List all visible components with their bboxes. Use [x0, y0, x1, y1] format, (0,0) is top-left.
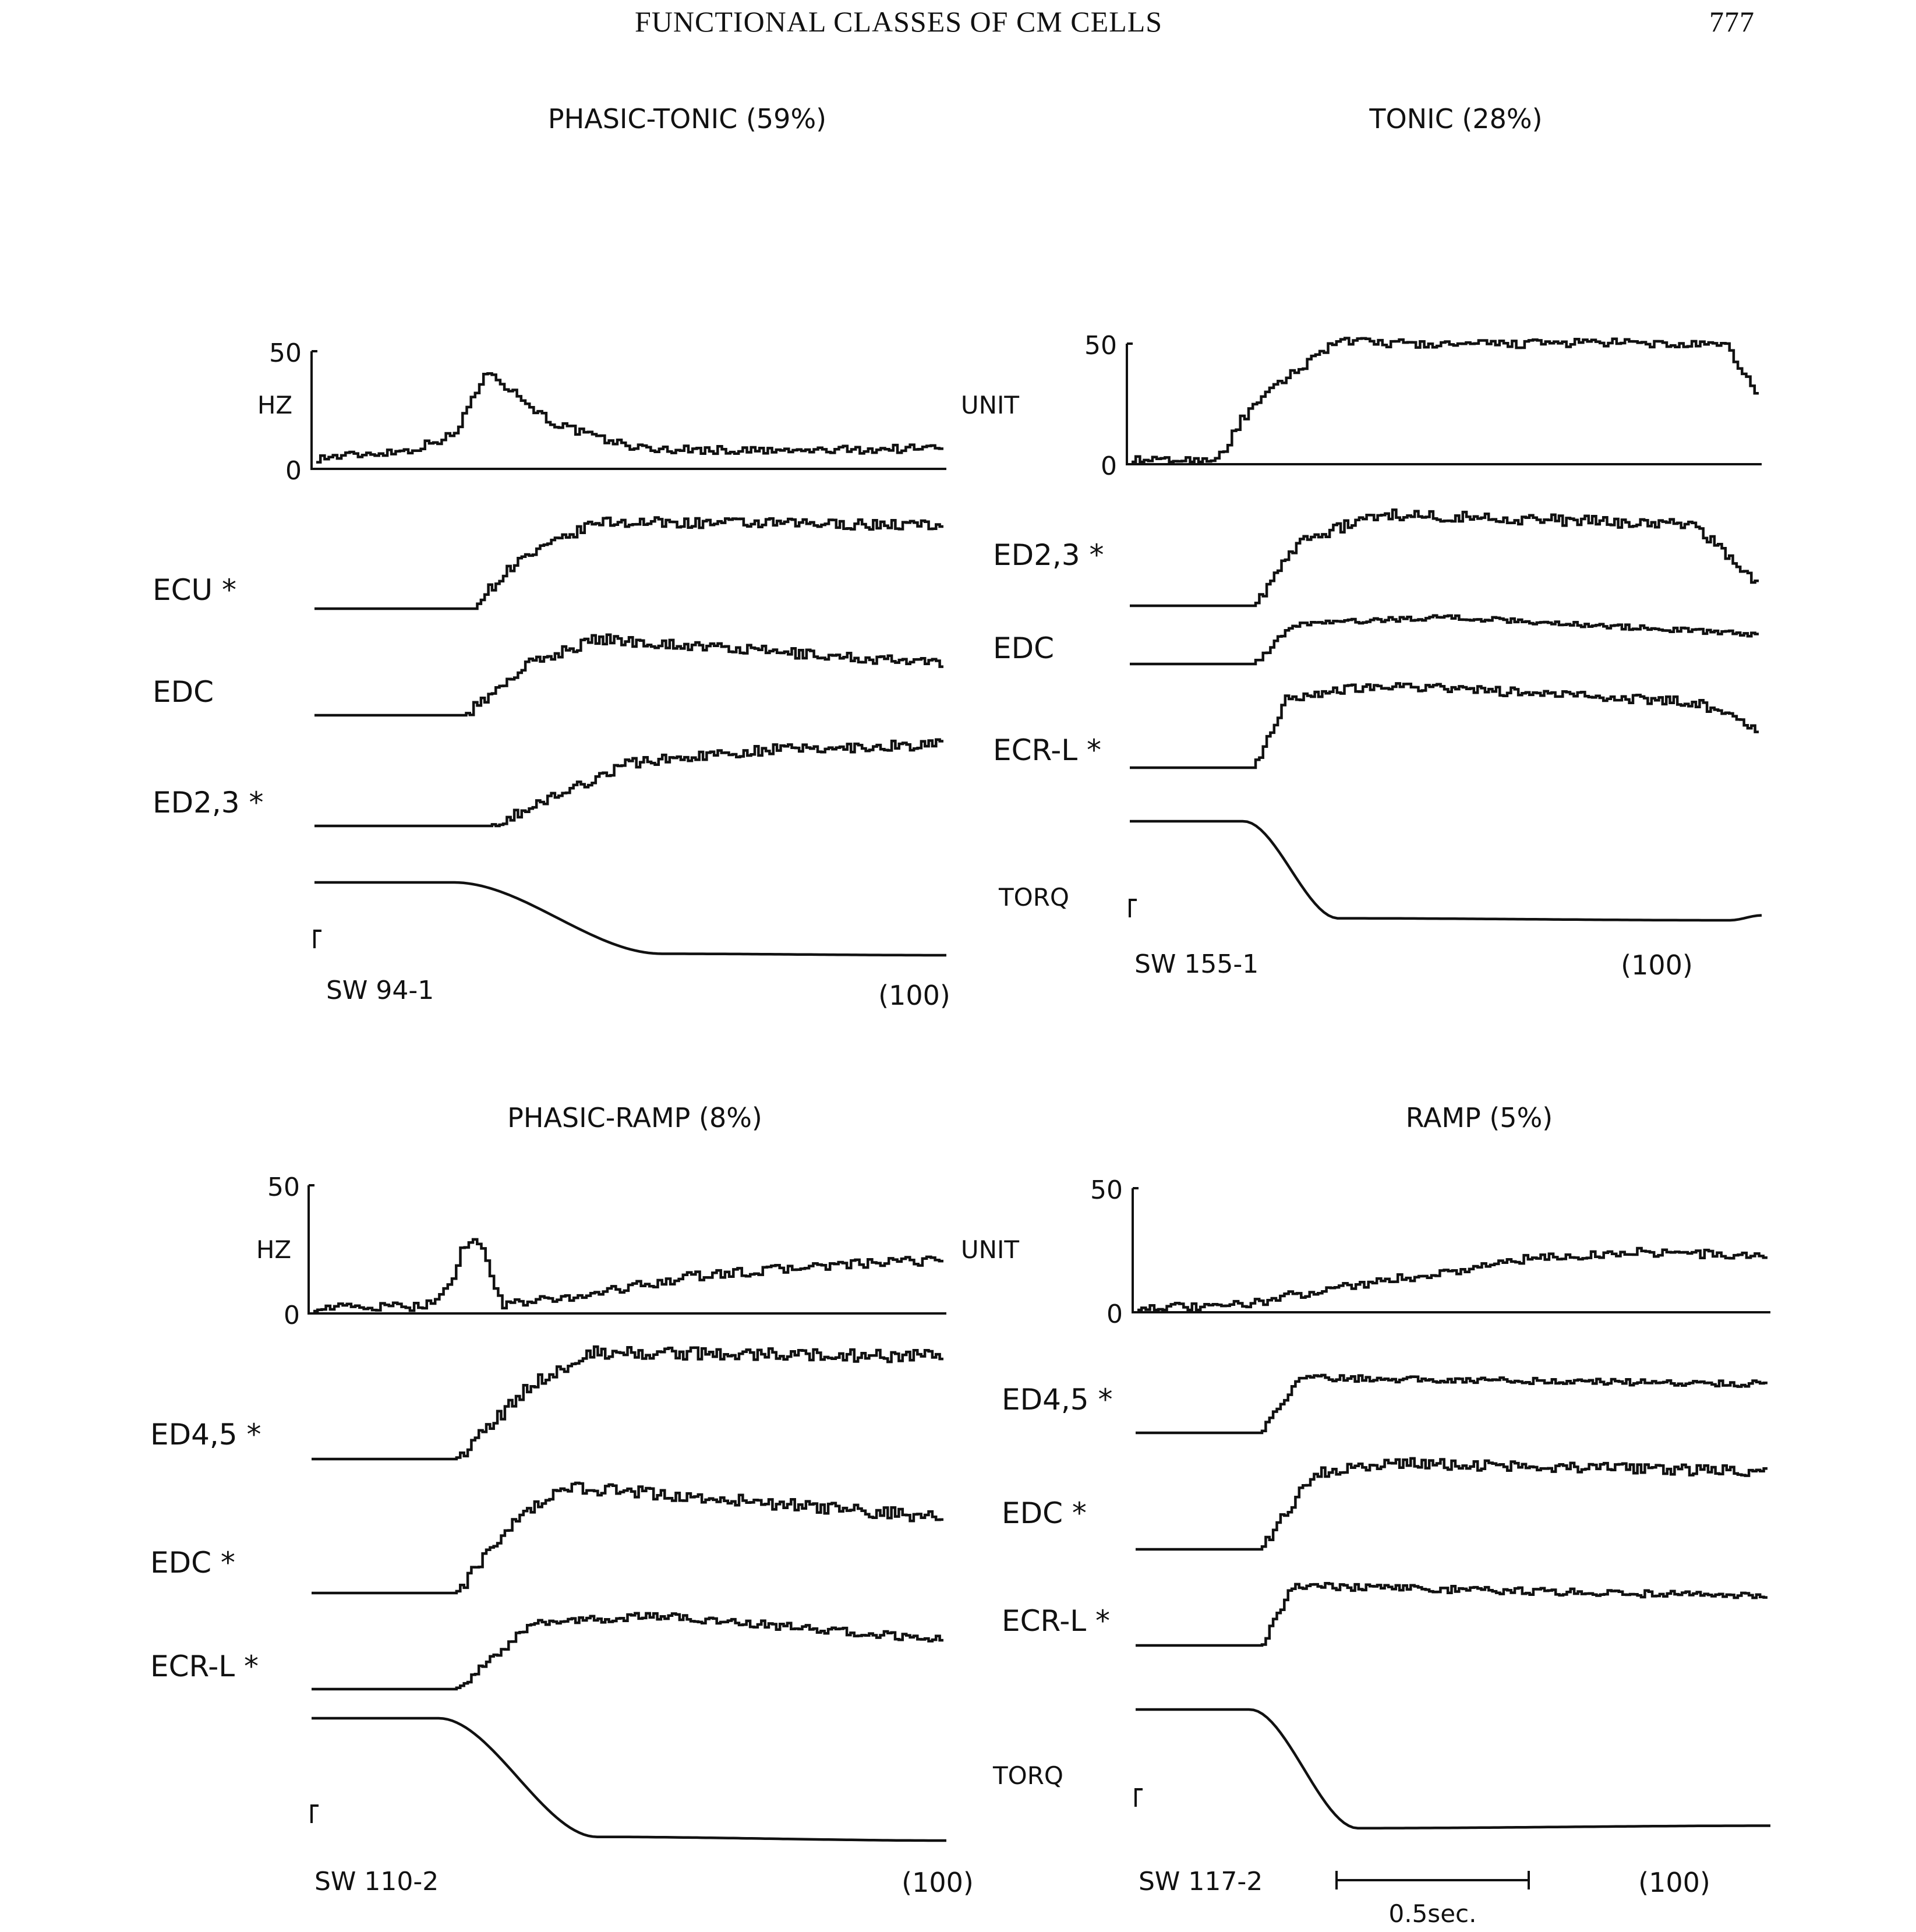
panel-2-torque-label: TORQ [999, 883, 1069, 912]
panel-2-torque-trace [1130, 821, 1762, 920]
panel-2-torque-scale-tick [1130, 900, 1137, 917]
panel-1-trial-count: (100) [878, 980, 950, 1011]
panel-3-emg-trace-1 [312, 1347, 943, 1459]
panel-2-emg-label-1: ED2,3 * [993, 538, 1104, 572]
panel-4-title: RAMP (5%) [1405, 1102, 1553, 1133]
panel-4-emg-label-3: ECR-L * [1002, 1604, 1111, 1638]
panel-2-emg-trace-2 [1130, 616, 1759, 664]
panel-4-scale-top-label: 50 [1090, 1175, 1123, 1205]
panel-3-unit-label: HZ [256, 1235, 292, 1264]
panel-4-cell-id: SW 117-2 [1139, 1867, 1263, 1896]
panel-4-torque-scale-tick [1136, 1789, 1143, 1807]
panel-2-unit-histogram [1132, 338, 1759, 462]
panel-3-torque-trace [312, 1718, 946, 1841]
panel-2-title: TONIC (28%) [1369, 103, 1543, 135]
panel-4-unit-axis [1133, 1188, 1770, 1312]
panel-3-trial-count: (100) [902, 1867, 974, 1898]
panel-4-emg-trace-3 [1136, 1583, 1767, 1645]
page-number: 777 [1709, 5, 1755, 38]
panel-4-emg-label-1: ED4,5 * [1002, 1383, 1113, 1417]
panel-4-scale-zero-label: 0 [1107, 1299, 1123, 1329]
panel-2-cell-id: SW 155-1 [1134, 949, 1259, 979]
panel-4-emg-label-2: EDC * [1002, 1496, 1087, 1530]
panel-1-unit-histogram [316, 373, 943, 462]
panel-1-emg-trace-3 [314, 740, 943, 826]
panel-2-scale-zero-label: 0 [1101, 451, 1117, 481]
panel-4-emg-trace-1 [1136, 1375, 1767, 1433]
panel-1-emg-label-3: ED2,3 * [153, 786, 264, 820]
panel-3-cell-id: SW 110-2 [314, 1867, 439, 1896]
panel-3-unit-axis [309, 1185, 946, 1313]
panel-4-torque-label: TORQ [993, 1761, 1063, 1790]
panel-4-unit-histogram [1137, 1248, 1767, 1310]
panel-4-trial-count: (100) [1638, 1867, 1710, 1898]
panel-1-emg-trace-1 [314, 518, 943, 609]
panel-4-emg-trace-2 [1136, 1458, 1767, 1549]
time-scale-label: 0.5sec. [1388, 1899, 1477, 1928]
panel-3-emg-label-1: ED4,5 * [150, 1418, 261, 1451]
panel-1-torque-trace [314, 882, 946, 955]
panel-1-emg-label-1: ECU * [153, 573, 236, 607]
panel-3-emg-label-2: EDC * [150, 1546, 235, 1580]
panel-1-scale-top-label: 50 [269, 338, 302, 368]
panel-3-scale-zero-label: 0 [284, 1301, 300, 1330]
panel-3-emg-trace-2 [312, 1483, 943, 1593]
panel-4-torque-trace [1136, 1710, 1770, 1828]
panel-3-scale-top-label: 50 [267, 1172, 300, 1202]
panel-2-emg-label-3: ECR-L * [993, 733, 1102, 767]
panel-2-trial-count: (100) [1621, 949, 1693, 981]
panel-1-title: PHASIC-TONIC (59%) [547, 103, 827, 135]
panel-1-scale-zero-label: 0 [285, 456, 302, 486]
panel-1-torque-scale-tick [314, 931, 321, 948]
panel-2-scale-top-label: 50 [1084, 331, 1117, 361]
panel-1-unit-label: HZ [257, 391, 293, 419]
panel-1-emg-trace-2 [314, 635, 943, 715]
panel-3-unit-histogram [313, 1239, 943, 1311]
panel-2-unit-label: UNIT [960, 391, 1020, 419]
panel-3-emg-trace-3 [312, 1613, 943, 1689]
panel-1-emg-label-2: EDC [153, 675, 214, 709]
time-scale-bar [1337, 1871, 1529, 1889]
panel-2-emg-trace-1 [1130, 510, 1759, 606]
panel-2-emg-trace-3 [1130, 683, 1759, 768]
panel-2-unit-axis [1127, 344, 1762, 464]
panel-4-unit-label: UNIT [960, 1235, 1020, 1264]
panel-3-torque-scale-tick [312, 1806, 319, 1823]
panel-1-cell-id: SW 94-1 [326, 976, 434, 1005]
panel-3-emg-label-3: ECR-L * [150, 1650, 259, 1683]
panel-3-title: PHASIC-RAMP (8%) [507, 1102, 762, 1133]
running-title: FUNCTIONAL CLASSES OF CM CELLS [635, 5, 1163, 38]
panel-2-emg-label-2: EDC [993, 631, 1055, 665]
